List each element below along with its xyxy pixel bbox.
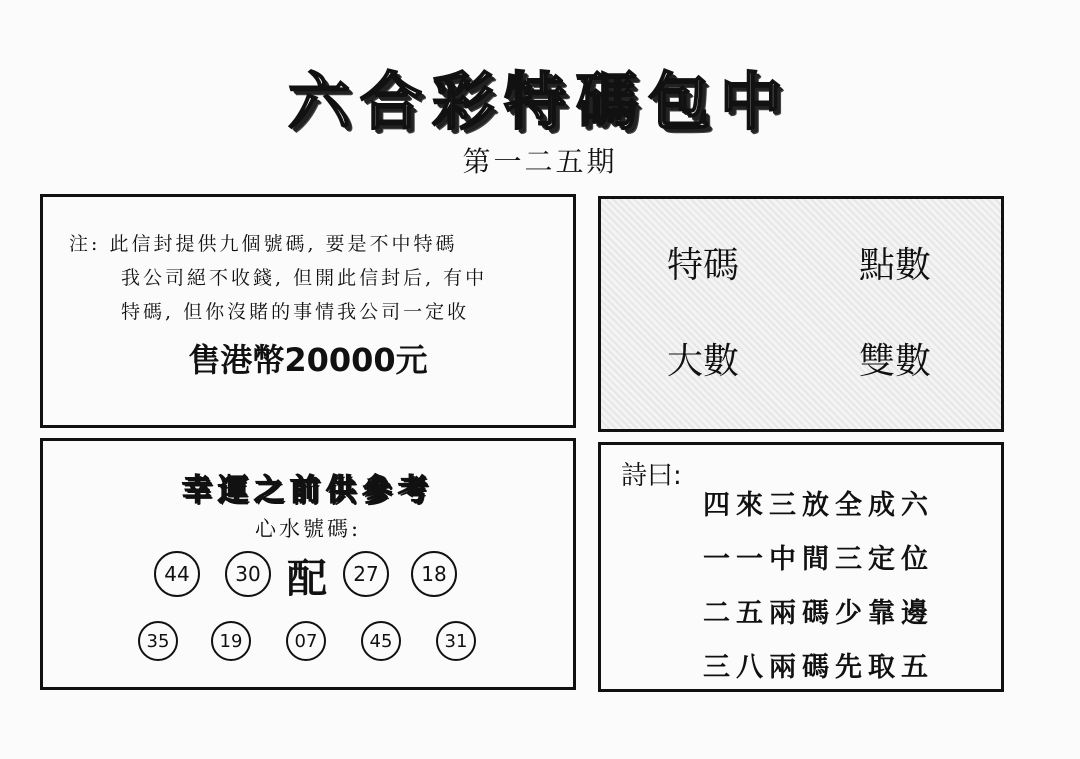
number-circle: 44 [154, 551, 200, 597]
type-even-number: 雙數 [859, 341, 932, 382]
notice-line: 我公司絕不收錢, 但開此信封后, 有中 [121, 267, 488, 289]
number-circle: 30 [225, 551, 271, 597]
number-circle: 27 [343, 551, 389, 597]
type-special-code: 特碼 [667, 245, 740, 286]
pair-label: 配 [287, 555, 327, 602]
type-points: 點數 [859, 245, 932, 286]
notice-line: 特碼, 但你沒賭的事情我公司一定收 [121, 301, 470, 323]
number-circle: 35 [138, 621, 178, 661]
number-circle: 07 [286, 621, 326, 661]
type-big-number: 大數 [667, 341, 740, 382]
number-circle: 45 [361, 621, 401, 661]
poem-line: 二五兩碼少靠邊 [703, 598, 934, 629]
price-text: 售港幣20000元 [188, 341, 428, 379]
number-circle: 18 [411, 551, 457, 597]
poem-line: 三八兩碼先取五 [703, 652, 934, 683]
lucky-numbers-box [40, 438, 576, 690]
issue-number: 第一二五期 [462, 145, 618, 178]
notice-line: 注: 此信封提供九個號碼, 要是不中特碼 [69, 233, 458, 255]
poem-line: 四來三放全成六 [703, 490, 934, 521]
notice-box [40, 194, 576, 428]
number-circle: 31 [436, 621, 476, 661]
lucky-title: 幸運之前供參考 [182, 473, 434, 508]
page-title: 六合彩特碼包中 [287, 65, 792, 138]
poem-label: 詩曰: [621, 461, 682, 491]
types-box [598, 196, 1004, 432]
number-circle: 19 [211, 621, 251, 661]
poem-box [598, 442, 1004, 692]
poem-line: 一一中間三定位 [703, 544, 934, 575]
lucky-subtitle: 心水號碼: [254, 517, 362, 541]
